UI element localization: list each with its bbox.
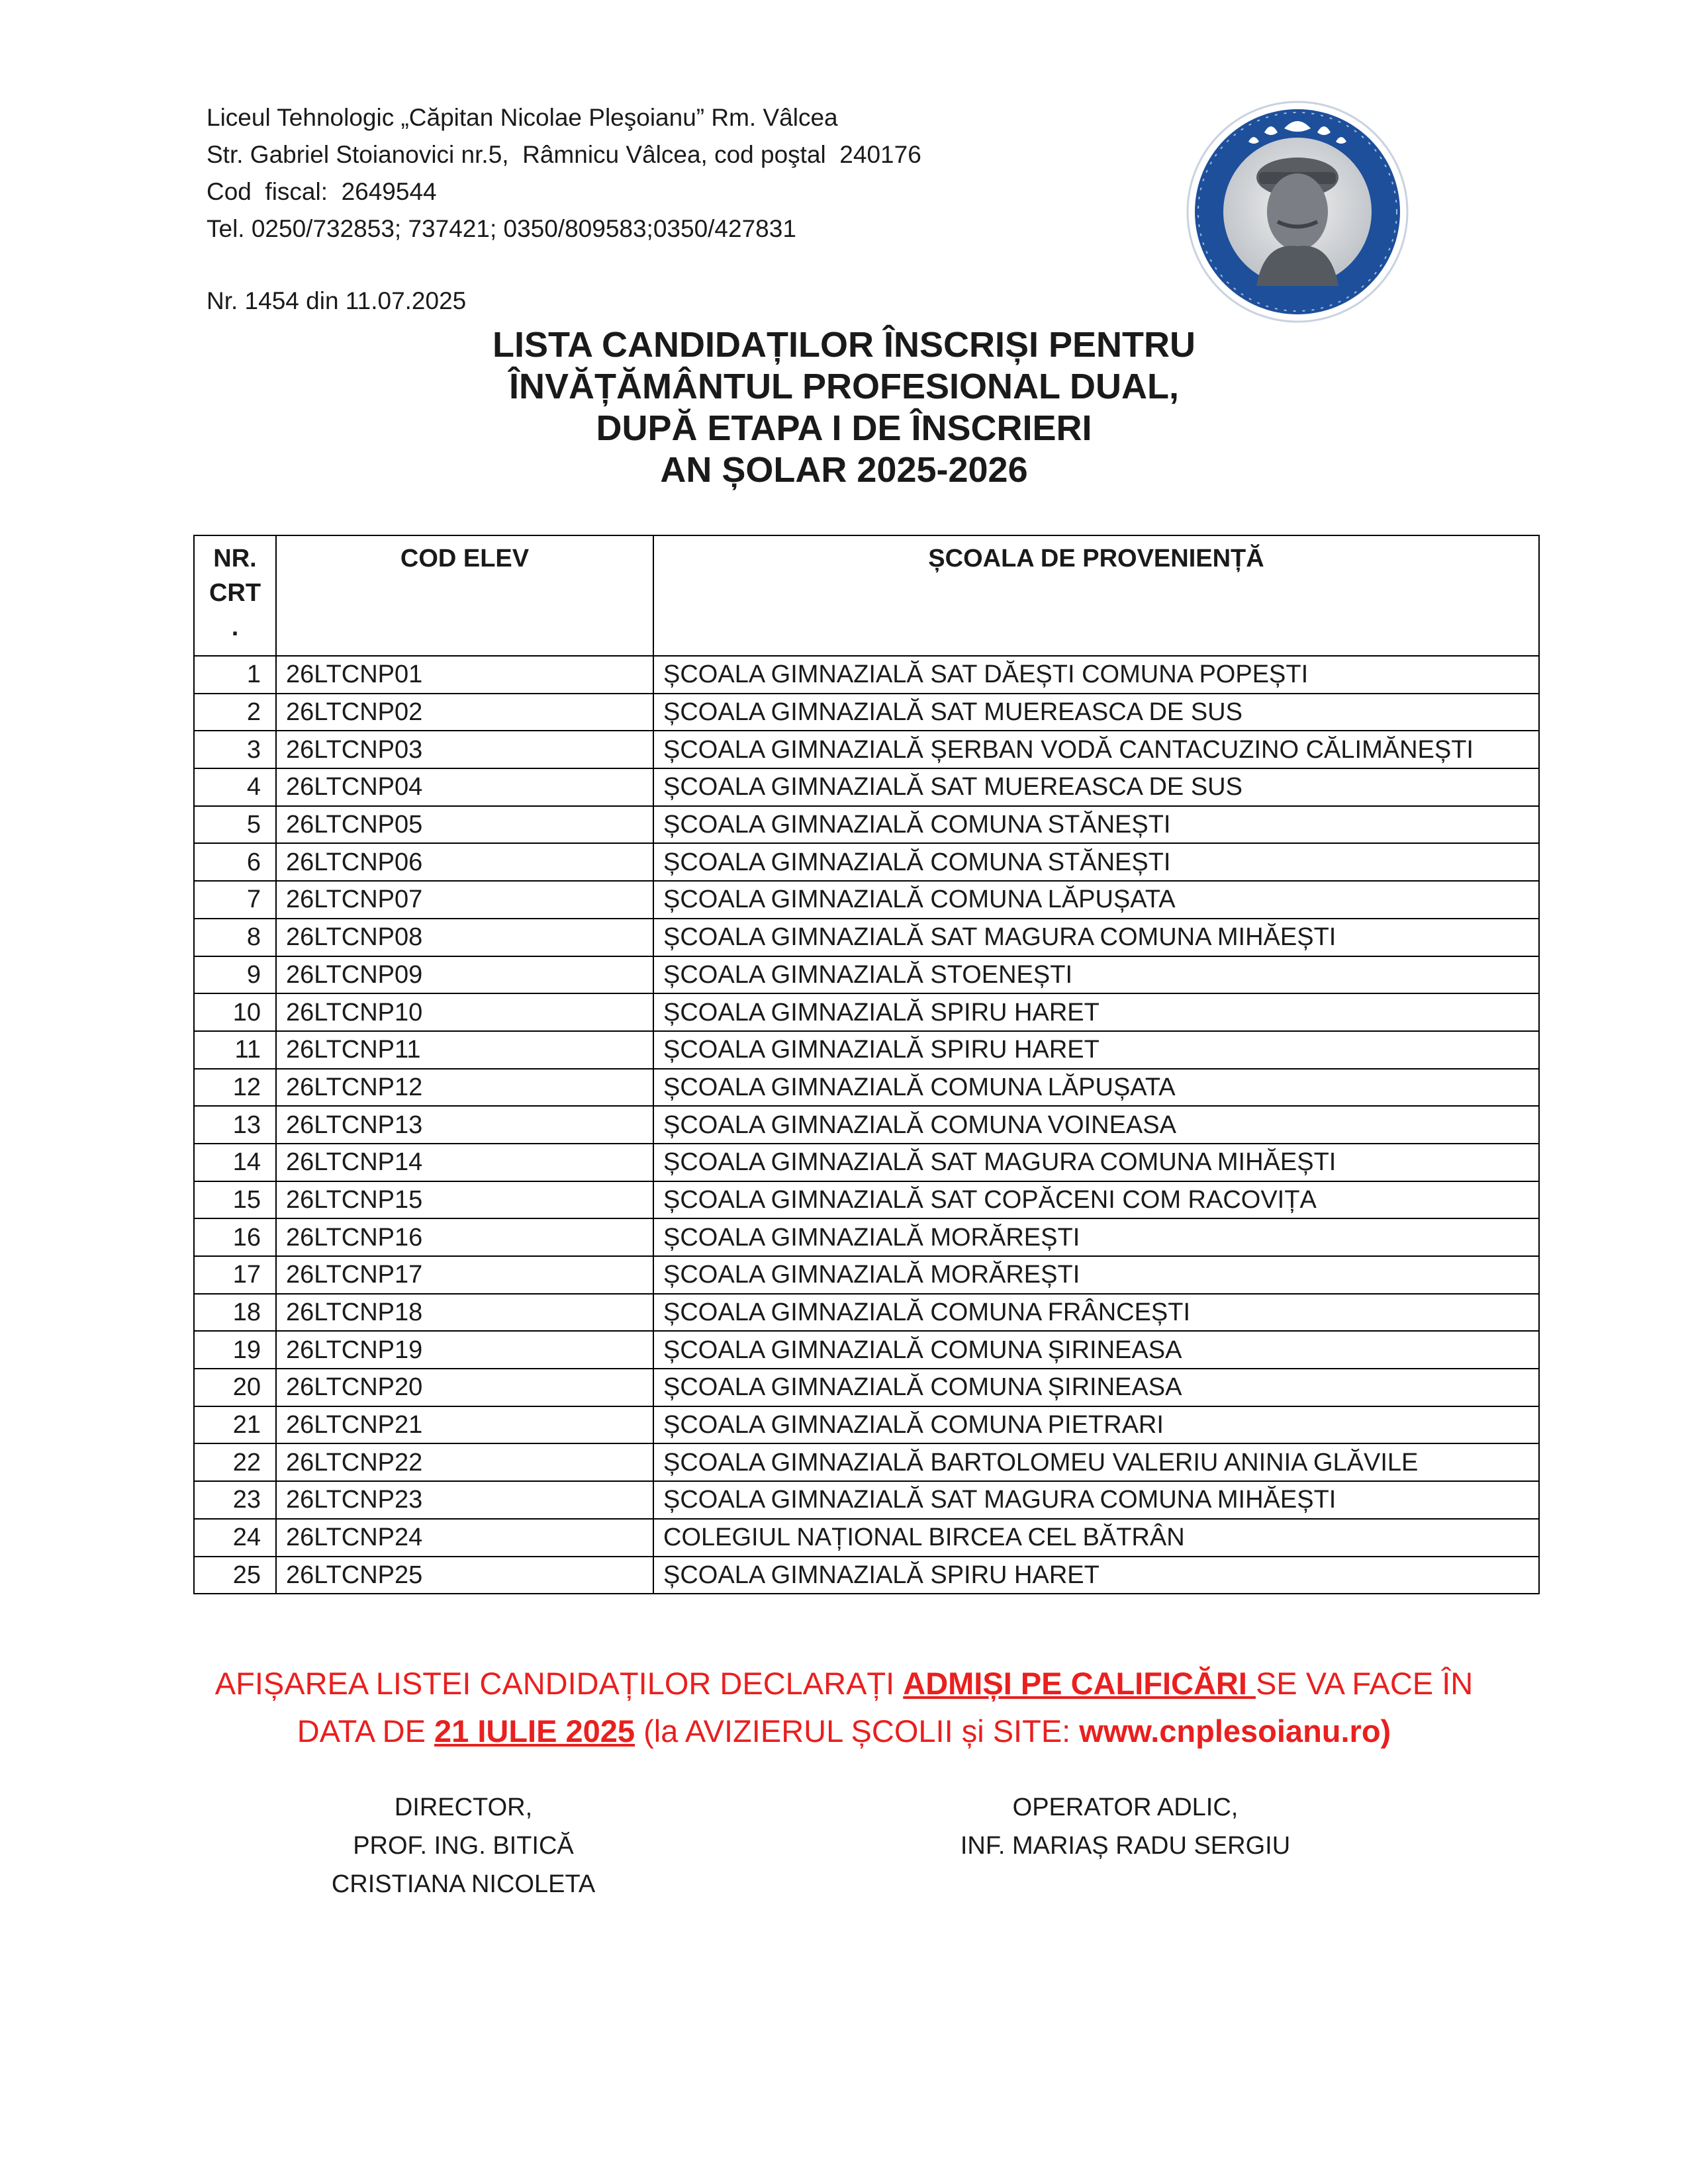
cell-cod-elev: 26LTCNP23: [276, 1481, 653, 1519]
cell-cod-elev: 26LTCNP13: [276, 1106, 653, 1144]
table-row: [194, 1106, 1539, 1144]
table-row: [194, 1144, 1539, 1181]
cell-nr: 22: [194, 1443, 276, 1481]
document-number: Nr. 1454 din 11.07.2025: [207, 287, 467, 314]
notice-text-3: DATA DE: [297, 1713, 434, 1749]
table-row: [194, 881, 1539, 919]
cell-scoala: ȘCOALA GIMNAZIALĂ COMUNA LĂPUȘATA: [653, 1069, 1539, 1107]
table-row: [194, 1557, 1539, 1594]
document-title: [0, 324, 1688, 491]
director-title: DIRECTOR,: [394, 1794, 533, 1821]
table-row: [194, 1519, 1539, 1557]
cell-nr: 25: [194, 1557, 276, 1594]
cell-scoala: ȘCOALA GIMNAZIALĂ COMUNA FRÂNCEȘTI: [653, 1294, 1539, 1332]
table-row: [194, 656, 1539, 694]
cell-nr: 7: [194, 881, 276, 919]
table-row: [194, 993, 1539, 1031]
cell-scoala: ȘCOALA GIMNAZIALĂ COMUNA VOINEASA: [653, 1106, 1539, 1144]
cell-cod-elev: 26LTCNP25: [276, 1557, 653, 1594]
cell-cod-elev: 26LTCNP24: [276, 1519, 653, 1557]
operator-title: OPERATOR ADLIC,: [1012, 1794, 1239, 1821]
cell-scoala: ȘCOALA GIMNAZIALĂ COMUNA ȘIRINEASA: [653, 1369, 1539, 1406]
header-nr-crt: NR. CRT .: [194, 535, 276, 656]
school-name: Liceul Tehnologic „Căpitan Nicolae Pleşoianu” Rm. Vâlcea: [207, 104, 838, 131]
cell-scoala: ȘCOALA GIMNAZIALĂ COMUNA LĂPUȘATA: [653, 881, 1539, 919]
cell-scoala: ȘCOALA GIMNAZIALĂ SAT COPĂCENI COM RACOVIȚA: [653, 1181, 1539, 1219]
table-row: [194, 694, 1539, 731]
table-row: [194, 1481, 1539, 1519]
header-scoala: ȘCOALA DE PROVENIENȚĂ: [653, 535, 1539, 656]
admission-notice: [0, 1660, 1688, 1755]
cell-nr: 12: [194, 1069, 276, 1107]
cell-cod-elev: 26LTCNP22: [276, 1443, 653, 1481]
cell-scoala: ȘCOALA GIMNAZIALĂ STOENEȘTI: [653, 956, 1539, 994]
director-name-line-2: CRISTIANA NICOLETA: [331, 1870, 596, 1898]
title-line-4: AN ȘOLAR 2025-2026: [660, 450, 1028, 490]
cell-scoala: ȘCOALA GIMNAZIALĂ MORĂREȘTI: [653, 1218, 1539, 1256]
director-signature: [298, 1788, 629, 1903]
cell-scoala: ȘCOALA GIMNAZIALĂ SPIRU HARET: [653, 1557, 1539, 1594]
cell-nr: 16: [194, 1218, 276, 1256]
cell-nr: 23: [194, 1481, 276, 1519]
school-header: [207, 99, 1133, 248]
table-row: [194, 768, 1539, 806]
operator-signature: [900, 1788, 1350, 1865]
candidates-table: [193, 535, 1540, 1594]
cell-cod-elev: 26LTCNP16: [276, 1218, 653, 1256]
cell-scoala: COLEGIUL NAȚIONAL BIRCEA CEL BĂTRÂN: [653, 1519, 1539, 1557]
table-row: [194, 1443, 1539, 1481]
notice-text-4: (la AVIZIERUL ȘCOLII și SITE:: [635, 1713, 1080, 1749]
cell-cod-elev: 26LTCNP12: [276, 1069, 653, 1107]
cell-scoala: ȘCOALA GIMNAZIALĂ SAT MUEREASCA DE SUS: [653, 694, 1539, 731]
cell-nr: 18: [194, 1294, 276, 1332]
cell-cod-elev: 26LTCNP19: [276, 1331, 653, 1369]
school-phone: Tel. 0250/732853; 737421; 0350/809583;0350/427831: [207, 215, 796, 242]
header-cod-elev: COD ELEV: [276, 535, 653, 656]
title-line-2: ÎNVĂȚĂMÂNTUL PROFESIONAL DUAL,: [509, 367, 1179, 406]
notice-admisi: ADMIȘI PE CALIFICĂRI: [903, 1666, 1256, 1701]
school-emblem-portrait-icon: [1185, 99, 1410, 324]
cell-cod-elev: 26LTCNP05: [276, 806, 653, 844]
cell-scoala: ȘCOALA GIMNAZIALĂ COMUNA ȘIRINEASA: [653, 1331, 1539, 1369]
cell-scoala: ȘCOALA GIMNAZIALĂ SAT DĂEȘTI COMUNA POPEȘTI: [653, 656, 1539, 694]
table-row: [194, 1406, 1539, 1444]
cell-scoala: ȘCOALA GIMNAZIALĂ SAT MUEREASCA DE SUS: [653, 768, 1539, 806]
cell-cod-elev: 26LTCNP07: [276, 881, 653, 919]
cell-scoala: ȘCOALA GIMNAZIALĂ SAT MAGURA COMUNA MIHĂEȘTI: [653, 919, 1539, 956]
cell-nr: 13: [194, 1106, 276, 1144]
table-row: [194, 731, 1539, 768]
cell-scoala: ȘCOALA GIMNAZIALĂ SAT MAGURA COMUNA MIHĂEȘTI: [653, 1144, 1539, 1181]
school-address: Str. Gabriel Stoianovici nr.5, Râmnicu Vâlcea, cod poştal 240176: [207, 141, 921, 168]
cell-cod-elev: 26LTCNP15: [276, 1181, 653, 1219]
table-header-row: [194, 535, 1539, 656]
cell-cod-elev: 26LTCNP11: [276, 1031, 653, 1069]
notice-text-1: AFIȘAREA LISTEI CANDIDAȚILOR DECLARAȚI: [214, 1666, 904, 1701]
cell-nr: 2: [194, 694, 276, 731]
cell-cod-elev: 26LTCNP21: [276, 1406, 653, 1444]
cell-cod-elev: 26LTCNP09: [276, 956, 653, 994]
table-row: [194, 1181, 1539, 1219]
table-row: [194, 1331, 1539, 1369]
table-row: [194, 1294, 1539, 1332]
notice-text-2: SE VA FACE ÎN: [1255, 1666, 1474, 1701]
cell-scoala: ȘCOALA GIMNAZIALĂ SPIRU HARET: [653, 993, 1539, 1031]
cell-cod-elev: 26LTCNP17: [276, 1256, 653, 1294]
table-row: [194, 843, 1539, 881]
cell-cod-elev: 26LTCNP06: [276, 843, 653, 881]
cell-nr: 6: [194, 843, 276, 881]
table-row: [194, 806, 1539, 844]
cell-nr: 4: [194, 768, 276, 806]
cell-cod-elev: 26LTCNP04: [276, 768, 653, 806]
cell-nr: 15: [194, 1181, 276, 1219]
cell-cod-elev: 26LTCNP01: [276, 656, 653, 694]
title-line-3: DUPĂ ETAPA I DE ÎNSCRIERI: [596, 408, 1092, 448]
title-line-1: LISTA CANDIDAȚILOR ÎNSCRIȘI PENTRU: [492, 325, 1196, 365]
cell-cod-elev: 26LTCNP10: [276, 993, 653, 1031]
cell-nr: 21: [194, 1406, 276, 1444]
cell-nr: 17: [194, 1256, 276, 1294]
cell-cod-elev: 26LTCNP20: [276, 1369, 653, 1406]
cell-nr: 5: [194, 806, 276, 844]
school-fiscal-code: Cod fiscal: 2649544: [207, 178, 437, 205]
cell-nr: 8: [194, 919, 276, 956]
table-row: [194, 1031, 1539, 1069]
cell-cod-elev: 26LTCNP08: [276, 919, 653, 956]
director-name-line-1: PROF. ING. BITICĂ: [353, 1832, 574, 1860]
operator-name: INF. MARIAȘ RADU SERGIU: [960, 1832, 1291, 1860]
table-row: [194, 956, 1539, 994]
cell-cod-elev: 26LTCNP18: [276, 1294, 653, 1332]
notice-site-link[interactable]: www.cnplesoianu.ro): [1079, 1713, 1391, 1749]
cell-nr: 1: [194, 656, 276, 694]
cell-nr: 9: [194, 956, 276, 994]
cell-scoala: ȘCOALA GIMNAZIALĂ SPIRU HARET: [653, 1031, 1539, 1069]
cell-nr: 11: [194, 1031, 276, 1069]
cell-scoala: ȘCOALA GIMNAZIALĂ BARTOLOMEU VALERIU ANINIA GLĂVILE: [653, 1443, 1539, 1481]
cell-scoala: ȘCOALA GIMNAZIALĂ COMUNA STĂNEȘTI: [653, 843, 1539, 881]
cell-scoala: ȘCOALA GIMNAZIALĂ COMUNA STĂNEȘTI: [653, 806, 1539, 844]
table-row: [194, 919, 1539, 956]
cell-scoala: ȘCOALA GIMNAZIALĂ ȘERBAN VODĂ CANTACUZINO CĂLIMĂNEȘTI: [653, 731, 1539, 768]
cell-cod-elev: 26LTCNP14: [276, 1144, 653, 1181]
cell-nr: 14: [194, 1144, 276, 1181]
cell-nr: 10: [194, 993, 276, 1031]
cell-nr: 19: [194, 1331, 276, 1369]
cell-nr: 3: [194, 731, 276, 768]
cell-scoala: ȘCOALA GIMNAZIALĂ SAT MAGURA COMUNA MIHĂEȘTI: [653, 1481, 1539, 1519]
table-row: [194, 1369, 1539, 1406]
table-row: [194, 1256, 1539, 1294]
table-row: [194, 1069, 1539, 1107]
cell-scoala: ȘCOALA GIMNAZIALĂ COMUNA PIETRARI: [653, 1406, 1539, 1444]
table-row: [194, 1218, 1539, 1256]
cell-scoala: ȘCOALA GIMNAZIALĂ MORĂREȘTI: [653, 1256, 1539, 1294]
cell-nr: 20: [194, 1369, 276, 1406]
cell-cod-elev: 26LTCNP03: [276, 731, 653, 768]
cell-cod-elev: 26LTCNP02: [276, 694, 653, 731]
notice-date: 21 IULIE 2025: [434, 1713, 635, 1749]
cell-nr: 24: [194, 1519, 276, 1557]
